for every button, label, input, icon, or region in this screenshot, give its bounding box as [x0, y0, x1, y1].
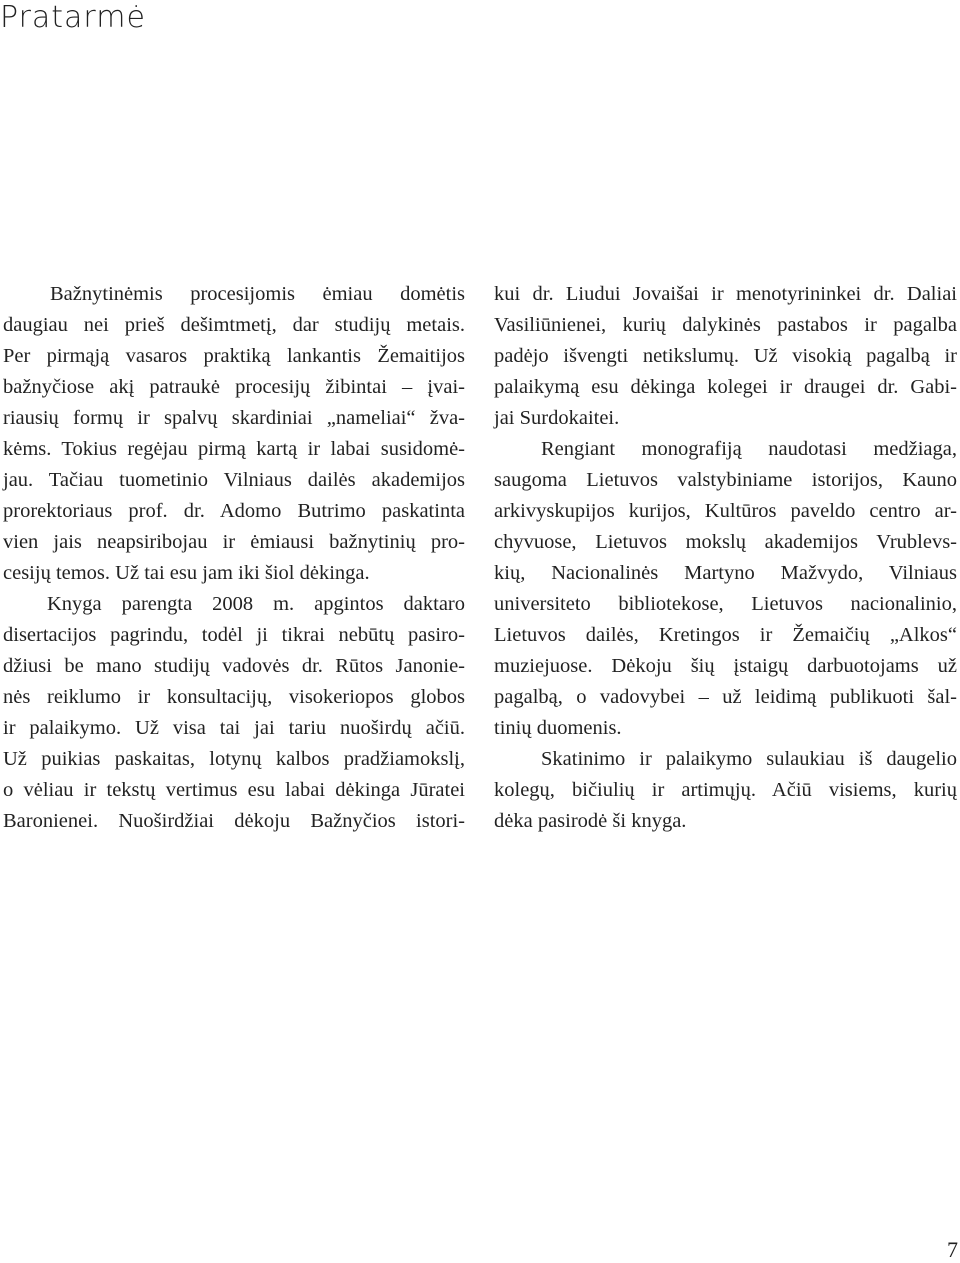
text-line: arkivyskupijos kurijos, Kultūros paveldo centro ar-: [494, 500, 957, 522]
text-line: palaikymą esu dėkinga kolegei ir draugei dr. Gabi-: [494, 376, 957, 398]
text-line: prorektoriaus prof. dr. Adomo Butrimo paskatinta: [3, 500, 465, 522]
text-line: dėka pasirodė ši knyga.: [494, 810, 687, 832]
text-line: jau. Tačiau tuometinio Vilniaus dailės akademijos: [3, 469, 465, 491]
text-line: disertacijos pagrindu, todėl ji tikrai nebūtų pasiro-: [3, 624, 465, 646]
text-line: cesijų temos. Už tai esu jam iki šiol dėkinga.: [3, 562, 370, 584]
text-line: Už puikias paskaitas, lotynų kalbos pradžiamokslį,: [3, 748, 465, 770]
text-line: universiteto bibliotekose, Lietuvos nacionalinio,: [494, 593, 957, 615]
text-line: džiusi be mano studijų vadovės dr. Rūtos Janonie-: [3, 655, 465, 677]
text-line: pagalbą, o vadovybei – už leidimą publikuoti šal-: [494, 686, 957, 708]
text-line: kui dr. Liudui Jovaišai ir menotyrininkei dr. Daliai: [494, 283, 957, 305]
text-line: o vėliau ir tekstų vertimus esu labai dėkinga Jūratei: [3, 779, 465, 801]
left-text-column: [3, 279, 465, 837]
text-line: saugoma Lietuvos valstybiniame istorijos, Kauno: [494, 469, 957, 491]
page-title: Pratarmė: [0, 0, 146, 35]
text-line: muziejuose. Dėkoju šių įstaigų darbuotojams už: [494, 655, 957, 677]
text-line: bažnyčiose akį patraukė procesijų žibintai – įvai-: [3, 376, 465, 398]
text-line: Knyga parengta 2008 m. apgintos daktaro: [47, 593, 465, 615]
page-number: 7: [947, 1237, 958, 1262]
text-line: Per pirmąją vasaros praktiką lankantis Žemaitijos: [3, 345, 465, 367]
text-line: Vasiliūnienei, kurių dalykinės pastabos ir pagalba: [494, 314, 957, 336]
text-line: daugiau nei prieš dešimtmetį, dar studijų metais.: [3, 314, 465, 336]
text-line: jai Surdokaitei.: [494, 407, 620, 429]
text-line: Baronienei. Nuoširdžiai dėkoju Bažnyčios istori-: [3, 810, 465, 832]
text-line: vien jais neapsiribojau ir ėmiausi bažnytinių pro-: [3, 531, 465, 553]
text-line: chyvuose, Lietuvos mokslų akademijos Vrublevs-: [494, 531, 957, 553]
text-line: kolegų, bičiulių ir artimųjų. Ačiū visiems, kurių: [494, 779, 957, 801]
text-line: tinių duomenis.: [494, 717, 622, 739]
right-text-column: [494, 279, 957, 837]
text-line: Lietuvos dailės, Kretingos ir Žemaičių „Alkos“: [494, 624, 957, 646]
text-line: Skatinimo ir palaikymo sulaukiau iš daugelio: [541, 748, 957, 770]
text-line: riausių formų ir spalvų skardiniai „nameliai“ žva-: [3, 407, 465, 429]
text-line: Bažnytinėmis procesijomis ėmiau domėtis: [50, 283, 465, 305]
text-line: ir palaikymo. Už visa tai jai tariu nuoširdų ačiū.: [3, 717, 465, 739]
text-line: nės reiklumo ir konsultacijų, visokeriopos globos: [3, 686, 465, 708]
text-line: padėjo išvengti netikslumų. Už visokią pagalbą ir: [494, 345, 957, 367]
text-line: kėms. Tokius regėjau pirmą kartą ir labai susidomė-: [3, 438, 465, 460]
text-line: kių, Nacionalinės Martyno Mažvydo, Vilniaus: [494, 562, 957, 584]
text-line: Rengiant monografiją naudotasi medžiaga,: [541, 438, 957, 460]
